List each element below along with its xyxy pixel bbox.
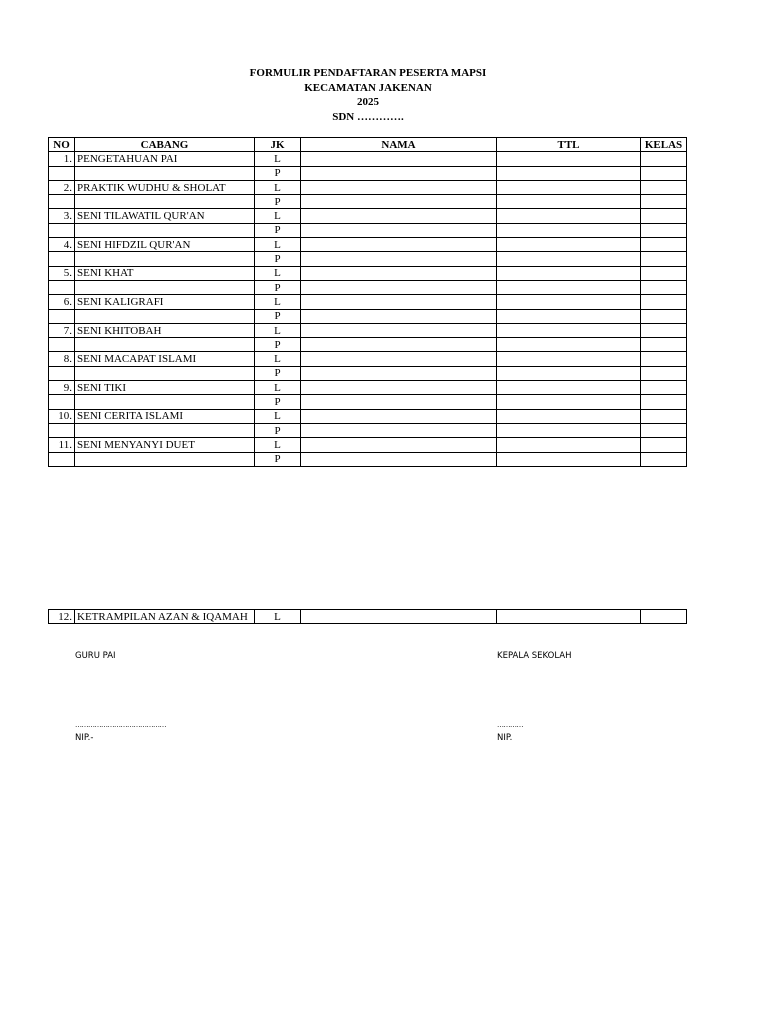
ttl-cell[interactable] [497,238,641,252]
cabang-cell: PENGETAHUAN PAI [75,152,255,166]
kepala-sekolah-label: KEPALA SEKOLAH [497,651,572,661]
cabang-cell [75,423,255,437]
kelas-cell[interactable] [641,423,687,437]
title-line-1: FORMULIR PENDAFTARAN PESERTA MAPSI [249,67,487,79]
nama-cell[interactable] [301,381,497,395]
ttl-cell[interactable] [497,409,641,423]
kepala-nip: NIP. [497,733,513,743]
row-number: 1. [49,152,75,166]
row-number: 7. [49,323,75,337]
cabang-cell: KETRAMPILAN AZAN & IQAMAH [75,610,255,624]
row-number: 8. [49,352,75,366]
kelas-cell[interactable] [641,280,687,294]
table-row [49,252,687,266]
ttl-cell[interactable] [497,252,641,266]
nama-cell[interactable] [301,295,497,309]
cabang-cell: SENI KALIGRAFI [75,295,255,309]
row-number: 12. [49,610,75,624]
jk-cell: L [255,610,301,624]
jk-cell: P [255,366,301,380]
nama-cell[interactable] [301,252,497,266]
nama-cell[interactable] [301,409,497,423]
ttl-cell[interactable] [497,323,641,337]
row-number [49,452,75,466]
row-number [49,223,75,237]
cabang-cell: SENI TILAWATIL QUR'AN [75,209,255,223]
jk-cell: L [255,180,301,194]
cabang-cell [75,452,255,466]
kelas-cell[interactable] [641,238,687,252]
table-row [49,423,687,437]
kelas-cell[interactable] [641,452,687,466]
jk-cell: L [255,381,301,395]
row-number [49,280,75,294]
table-row [49,438,687,452]
table-row [49,366,687,380]
row-number [49,252,75,266]
table-row [49,409,687,423]
jk-cell: P [255,338,301,352]
nama-cell[interactable] [301,395,497,409]
guru-nip: NIP.- [75,733,94,743]
ttl-cell[interactable] [497,452,641,466]
kelas-cell[interactable] [641,381,687,395]
kelas-cell[interactable] [641,409,687,423]
jk-cell: L [255,295,301,309]
table-row [49,381,687,395]
cabang-cell: SENI TIKI [75,381,255,395]
kelas-cell[interactable] [641,295,687,309]
ttl-cell[interactable] [497,223,641,237]
cabang-cell: SENI HIFDZIL QUR'AN [75,238,255,252]
row-number [49,338,75,352]
jk-cell: L [255,209,301,223]
nama-cell[interactable] [301,152,497,166]
table-row [49,352,687,366]
cabang-cell: SENI KHITOBAH [75,323,255,337]
jk-cell: L [255,238,301,252]
kelas-cell[interactable] [641,252,687,266]
table-row [49,152,687,166]
jk-cell: P [255,166,301,180]
jk-cell: L [255,323,301,337]
jk-cell: L [255,266,301,280]
ttl-cell[interactable] [497,352,641,366]
column-header-kelas: KELAS [641,138,687,152]
column-header-ttl: TTL [497,138,641,152]
table-row [49,295,687,309]
table-row [49,180,687,194]
cabang-cell [75,252,255,266]
kelas-cell[interactable] [641,195,687,209]
jk-cell: L [255,152,301,166]
jk-cell: P [255,395,301,409]
cabang-cell [75,338,255,352]
nama-cell[interactable] [301,438,497,452]
nama-cell[interactable] [301,323,497,337]
row-number: 11. [49,438,75,452]
ttl-cell[interactable] [497,195,641,209]
ttl-cell[interactable] [497,266,641,280]
table-row [49,166,687,180]
nama-cell[interactable] [301,452,497,466]
row-number: 5. [49,266,75,280]
table-row [49,338,687,352]
ttl-cell[interactable] [497,152,641,166]
nama-cell[interactable] [301,366,497,380]
ttl-cell[interactable] [497,295,641,309]
cabang-cell [75,280,255,294]
table-header-row [49,138,687,152]
row-number: 3. [49,209,75,223]
nama-cell[interactable] [301,352,497,366]
table-row [49,223,687,237]
kepala-signature-line: ………… [497,721,523,729]
ttl-cell[interactable] [497,381,641,395]
jk-cell: P [255,223,301,237]
jk-cell: P [255,452,301,466]
jk-cell: P [255,195,301,209]
jk-cell: P [255,252,301,266]
ttl-cell[interactable] [497,438,641,452]
cabang-cell [75,395,255,409]
kelas-cell[interactable] [641,166,687,180]
kelas-cell[interactable] [641,323,687,337]
kelas-cell[interactable] [641,395,687,409]
cabang-cell: SENI MACAPAT ISLAMI [75,352,255,366]
jk-cell: L [255,409,301,423]
ttl-cell[interactable] [497,209,641,223]
kelas-cell[interactable] [641,152,687,166]
jk-cell: P [255,309,301,323]
cabang-cell [75,309,255,323]
kelas-cell[interactable] [641,180,687,194]
table-row [49,610,687,624]
cabang-cell: SENI KHAT [75,266,255,280]
kelas-cell[interactable] [641,209,687,223]
nama-cell[interactable] [301,180,497,194]
ttl-cell[interactable] [497,395,641,409]
cabang-cell [75,366,255,380]
table-row [49,395,687,409]
cabang-cell [75,223,255,237]
ttl-cell[interactable] [497,280,641,294]
kelas-cell[interactable] [641,223,687,237]
row-number [49,366,75,380]
row-number [49,309,75,323]
table-row [49,266,687,280]
table-row [49,238,687,252]
ttl-cell[interactable] [497,309,641,323]
ttl-cell[interactable] [497,610,641,624]
table-row [49,280,687,294]
guru-signature-line: …………………………………… [75,721,166,729]
registration-table [48,137,687,467]
nama-cell[interactable] [301,209,497,223]
row-number: 9. [49,381,75,395]
column-header-no: NO [49,138,75,152]
jk-cell: P [255,423,301,437]
nama-cell[interactable] [301,238,497,252]
kelas-cell[interactable] [641,352,687,366]
nama-cell[interactable] [301,280,497,294]
nama-cell[interactable] [301,166,497,180]
cabang-cell [75,166,255,180]
title-line-2: KECAMATAN JAKENAN [304,81,432,94]
kelas-cell[interactable] [641,438,687,452]
row-number [49,395,75,409]
title-line-4: SDN …………. [332,110,404,123]
ttl-cell[interactable] [497,423,641,437]
table-row [49,323,687,337]
nama-cell[interactable] [301,610,497,624]
ttl-cell[interactable] [497,366,641,380]
kelas-cell[interactable] [641,366,687,380]
kelas-cell[interactable] [641,309,687,323]
row-number: 2. [49,180,75,194]
form-title [0,66,736,124]
ttl-cell[interactable] [497,166,641,180]
extra-row-table [48,609,687,624]
kelas-cell[interactable] [641,338,687,352]
nama-cell[interactable] [301,338,497,352]
kelas-cell[interactable] [641,610,687,624]
cabang-cell: SENI CERITA ISLAMI [75,409,255,423]
column-header-jk: JK [255,138,301,152]
title-line-3: 2025 [357,96,379,108]
row-number [49,166,75,180]
cabang-cell: PRAKTIK WUDHU & SHOLAT [75,180,255,194]
nama-cell[interactable] [301,223,497,237]
row-number: 6. [49,295,75,309]
ttl-cell[interactable] [497,338,641,352]
row-number [49,423,75,437]
table-row [49,209,687,223]
jk-cell: L [255,352,301,366]
column-header-nama: NAMA [301,138,497,152]
cabang-cell: SENI MENYANYI DUET [75,438,255,452]
cabang-cell [75,195,255,209]
table-row [49,452,687,466]
row-number: 10. [49,409,75,423]
row-number: 4. [49,238,75,252]
column-header-cabang: CABANG [75,138,255,152]
table-row [49,309,687,323]
table-row [49,195,687,209]
ttl-cell[interactable] [497,180,641,194]
nama-cell[interactable] [301,423,497,437]
nama-cell[interactable] [301,309,497,323]
jk-cell: P [255,280,301,294]
guru-pai-label: GURU PAI [75,651,116,661]
jk-cell: L [255,438,301,452]
nama-cell[interactable] [301,266,497,280]
kelas-cell[interactable] [641,266,687,280]
nama-cell[interactable] [301,195,497,209]
row-number [49,195,75,209]
